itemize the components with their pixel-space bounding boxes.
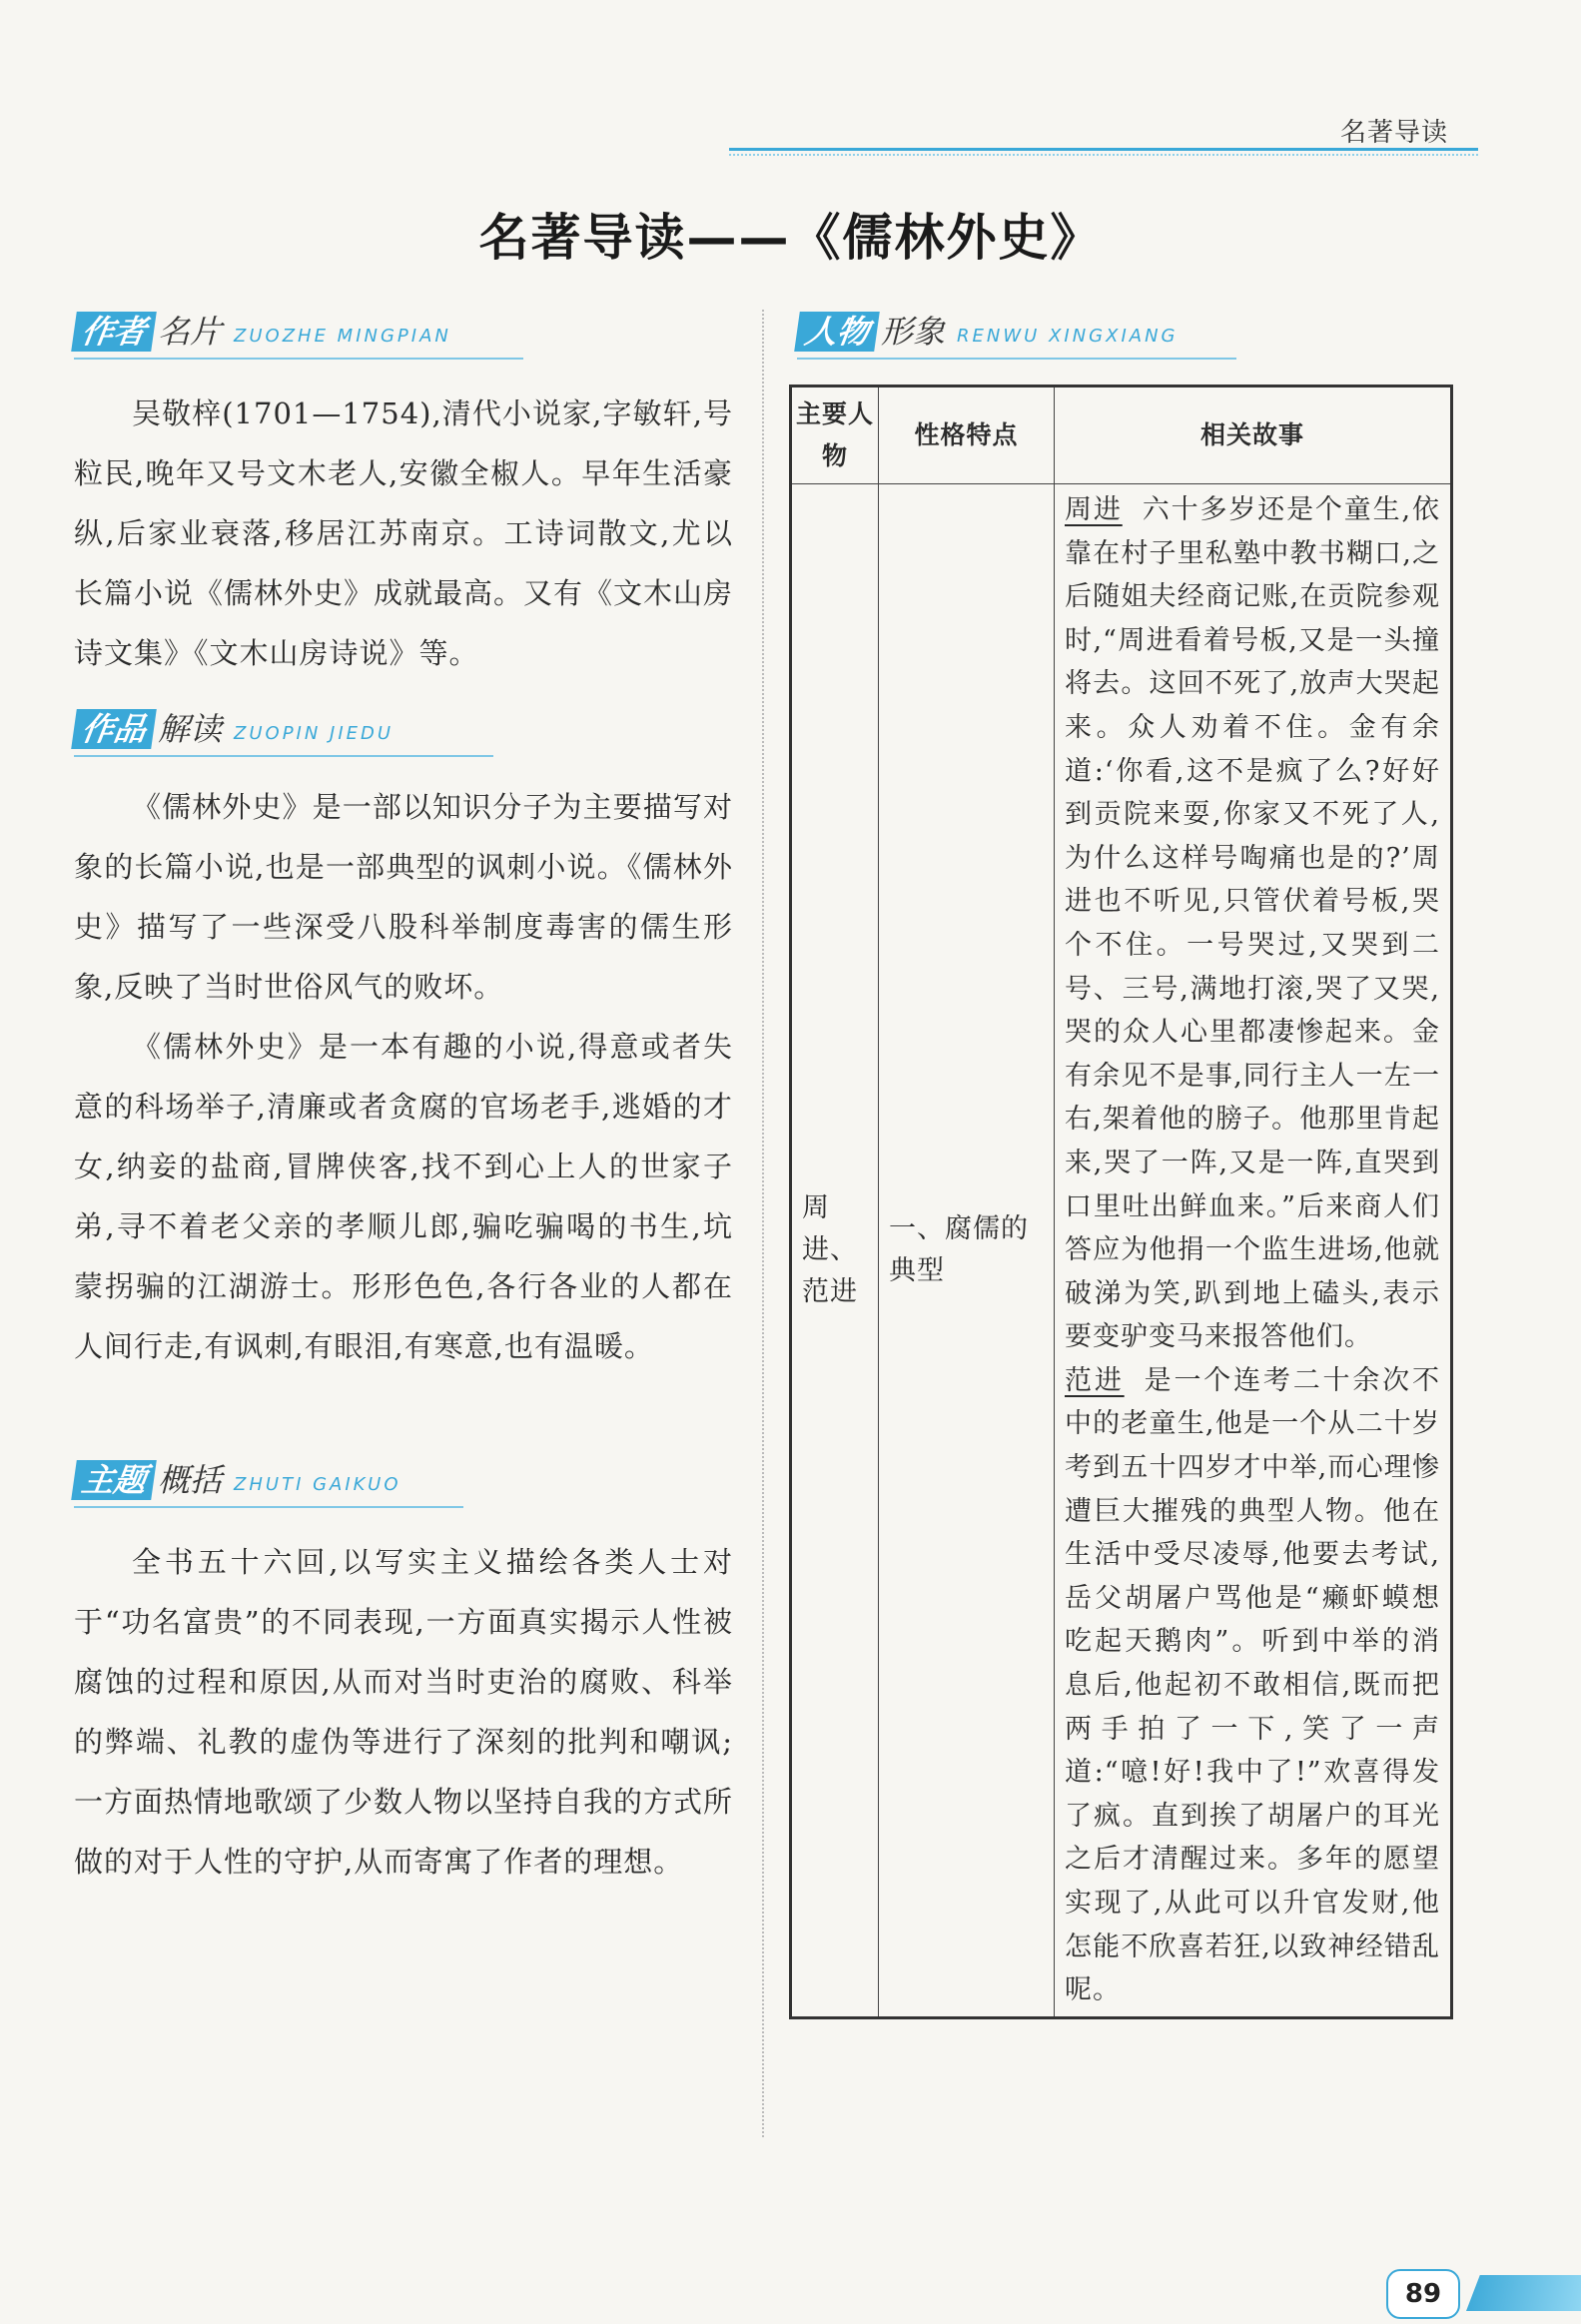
work-paragraph-1: 《儒林外史》是一部以知识分子为主要描写对象的长篇小说,也是一部典型的讽刺小说。《儒林外史》描写了一些深受八股科举制度毒害的儒生形象,反映了当时世俗风气的败坏。: [74, 790, 733, 1004]
header-person: 主要人物: [791, 387, 879, 484]
section-pinyin: RENWU XINGXIANG: [957, 326, 1179, 347]
page-number: 89: [1386, 2269, 1460, 2319]
story-zhoujin: [1065, 488, 1440, 1359]
work-paragraph-2: 《儒林外史》是一本有趣的小说,得意或者失意的科场举子,清廉或者贪腐的官场老手,逃婚的才女,纳妾的盐商,冒牌侠客,找不到心上人的世家子弟,寻不着老父亲的孝顺儿郎,骗吃骗喝的书生,坑蒙拐骗的江湖游士。形形色色,各行各业的人都在人间行走,有讽刺,有眼泪,有寒意,也有温暖。: [74, 1030, 733, 1363]
header-rule-dotted: [729, 154, 1478, 156]
table-row: [791, 484, 1452, 2018]
section-tag: 作者: [71, 312, 157, 352]
section-underline: [74, 1506, 463, 1508]
section-pinyin: ZUOPIN JIEDU: [234, 723, 395, 744]
section-pinyin: ZUOZHE MINGPIAN: [234, 326, 451, 347]
header-trait: 性格特点: [879, 387, 1055, 484]
story-name: 周进: [1065, 494, 1123, 525]
section-title: 解读: [158, 710, 223, 748]
section-pinyin: ZHUTI GAIKUO: [234, 1474, 401, 1495]
story-name: 范进: [1065, 1364, 1125, 1396]
header-story: 相关故事: [1055, 387, 1452, 484]
header-rule: [729, 148, 1478, 151]
section-heading-work: [74, 709, 394, 753]
running-header: 名著导读: [1340, 118, 1449, 148]
page-number-decoration: [1466, 2275, 1581, 2311]
story-text: 是一个连考二十余次不中的老童生,他是一个从二十岁考到五十四岁才中举,而心理惨遭巨大摧残的典型人物。他在生活中受尽凌辱,他要去考试,岳父胡屠户骂他是“癞虾蟆想吃起天鹅肉”。听到中举的消息后,他起初不敢相信,既而把两手拍了一下,笑了一声道:“噫!好!我中了!”欢喜得发了疯。直到挨了胡屠户的耳光之后才清醒过来。多年的愿望实现了,从此可以升官发财,他怎能不欣喜若狂,以致神经错乱呢。: [1065, 1364, 1441, 2006]
page-title: 名著导读——《儒林外史》: [478, 209, 1103, 267]
section-heading-author: [74, 312, 451, 356]
table-header-row: [791, 387, 1452, 484]
section-tag: 作品: [71, 709, 157, 749]
section-underline: [74, 755, 493, 757]
theme-paragraph: 全书五十六回,以写实主义描绘各类人士对于“功名富贵”的不同表现,一方面真实揭示人性被腐蚀的过程和原因,从而对当时吏治的腐败、科举的弊端、礼教的虚伪等进行了深刻的批判和嘲讽;一方面热情地歌颂了少数人物以坚持自我的方式所做的对于人性的守护,从而寄寓了作者的理想。: [74, 1545, 734, 1879]
section-tag: 主题: [71, 1460, 157, 1500]
section-tag: 人物: [794, 312, 880, 352]
cell-trait: 一、腐儒的典型: [879, 484, 1055, 2018]
section-heading-theme: [74, 1460, 401, 1504]
cell-person: 周进、范进: [791, 484, 879, 2018]
section-underline: [797, 358, 1236, 360]
section-title: 形象: [881, 313, 946, 351]
section-title: 名片: [158, 313, 223, 351]
story-text: 六十多岁还是个童生,依靠在村子里私塾中教书糊口,之后随姐夫经商记账,在贡院参观时,“周进看着号板,又是一头撞将去。这回不死了,放声大哭起来。众人劝着不住。金有余道:‘你看,这不是疯了么?好好到贡院来耍,你家又不死了人,为什么这样号啕痛也是的?’周进也不听见,只管伏着号板,哭个不住。一号哭过,又哭到二号、三号,满地打滚,哭了又哭,哭的众人心里都凄惨起来。金有余见不是事,同行主人一左一右,架着他的膀子。他那里肯起来,哭了一阵,又是一阵,直哭到口里吐出鲜血来。”后来商人们答应为他捐一个监生进场,他就破涕为笑,趴到地上磕头,表示要变驴变马来报答他们。: [1065, 494, 1440, 1353]
section-underline: [74, 358, 523, 360]
story-fanjin: [1065, 1359, 1440, 2012]
cell-story: [1055, 484, 1452, 2018]
character-table: [789, 385, 1453, 2019]
section-heading-characters: [797, 312, 1179, 356]
section-title: 概括: [158, 1461, 223, 1499]
column-divider: [762, 310, 764, 2137]
author-paragraph: 吴敬梓(1701—1754),清代小说家,字敏轩,号粒民,晚年又号文木老人,安徽全椒人。早年生活豪纵,后家业衰落,移居江苏南京。工诗词散文,尤以长篇小说《儒林外史》成就最高。又有《文木山房诗文集》《文木山房诗说》等。: [74, 396, 734, 670]
